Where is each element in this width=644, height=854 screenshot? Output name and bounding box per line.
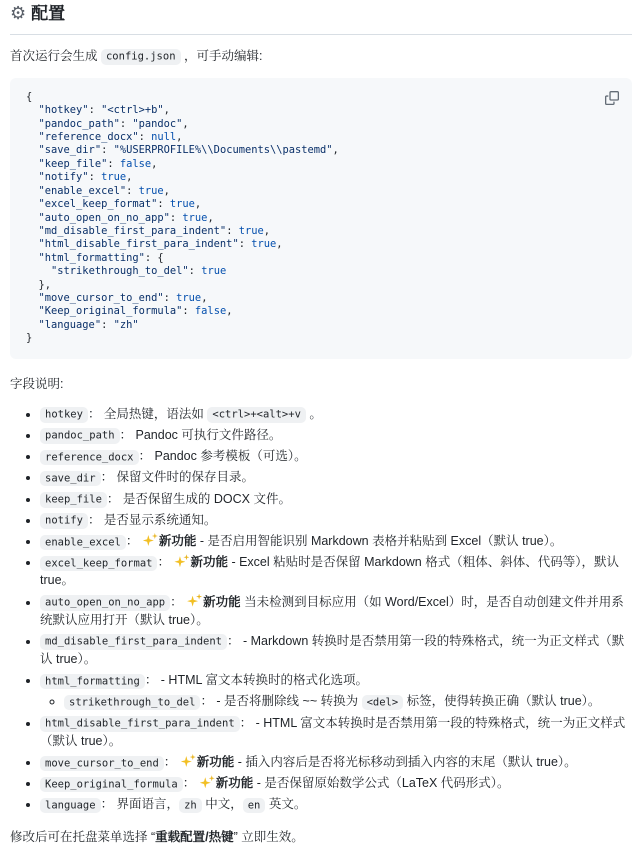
code-line: { bbox=[26, 90, 33, 103]
code-content bbox=[26, 91, 616, 346]
inline-code: language bbox=[40, 798, 101, 814]
inline-code: <del> bbox=[362, 695, 404, 711]
code-line: "enable_excel": true, bbox=[38, 184, 170, 197]
field-item: • html_formatting ： - HTML 富文本转换时的格式化选项。 ◦ strikethrough_to_del ： - 是否将删除线 ~~ 转换为 <del> 标签，使得转换正确（默认 true）。 bbox=[40, 671, 632, 710]
footer-text-before: 修改后可在托盘菜单选择 “ bbox=[10, 829, 156, 844]
field-item: • save_dir ： 保留文件时的保存目录。 bbox=[40, 468, 632, 486]
inline-code: Keep_original_formula bbox=[40, 777, 183, 793]
sparkles-icon bbox=[187, 595, 202, 607]
field-item: • auto_open_on_no_app ： 新功能 当未检测到目标应用（如 Word/Excel）时，是否自动创建文件并用系统默认应用打开（默认 true）。 bbox=[40, 593, 632, 629]
code-line: "language": "zh" bbox=[38, 318, 139, 331]
field-item: • excel_keep_format ： 新功能 - Excel 粘贴时是否保留 Markdown 格式（粗体、斜体、代码等），默认 true。 bbox=[40, 553, 632, 589]
inline-code: save_dir bbox=[40, 471, 101, 487]
inline-code: reference_docx bbox=[40, 450, 139, 466]
new-feature-label: 新功能 bbox=[190, 555, 228, 570]
code-line: "html_formatting": { bbox=[38, 251, 164, 264]
inline-code: zh bbox=[179, 798, 202, 814]
inline-code: move_cursor_to_end bbox=[40, 756, 164, 772]
field-sublist bbox=[40, 692, 632, 710]
field-item: • hotkey ： 全局热键，语法如 <ctrl>+<alt>+v 。 bbox=[40, 405, 632, 423]
field-subitem: ◦ strikethrough_to_del ： - 是否将删除线 ~~ 转换为 <del> 标签，使得转换正确（默认 true）。 bbox=[64, 692, 632, 710]
new-feature-label: 新功能 bbox=[196, 755, 235, 770]
field-item: • pandoc_path ： Pandoc 可执行文件路径。 bbox=[40, 426, 632, 444]
field-item: • Keep_original_formula ： 新功能 - 是否保留原始数学公式（LaTeX 代码形式）。 bbox=[40, 774, 632, 792]
sparkles-icon bbox=[200, 776, 215, 788]
field-item: • enable_excel ： 新功能 - 是否启用智能识别 Markdown 表格并粘贴到 Excel（默认 true）。 bbox=[40, 532, 632, 550]
code-line: "html_disable_first_para_indent": true, bbox=[38, 238, 283, 251]
sparkles-icon bbox=[143, 534, 158, 546]
field-item: • keep_file ： 是否保留生成的 DOCX 文件。 bbox=[40, 490, 632, 508]
field-item: • notify ： 是否显示系统通知。 bbox=[40, 511, 632, 529]
inline-code: html_disable_first_para_indent bbox=[40, 716, 240, 732]
copy-button[interactable] bbox=[599, 85, 625, 111]
section-heading-config bbox=[10, 2, 632, 35]
gear-icon bbox=[10, 5, 26, 23]
code-line: "excel_keep_format": true, bbox=[38, 198, 202, 211]
code-line: "save_dir": "%USERPROFILE%\\Documents\\pastemd", bbox=[38, 144, 339, 157]
code-block bbox=[10, 78, 632, 359]
field-item: • md_disable_first_para_indent ： - Markdown 转换时是否禁用第一段的特殊格式，统一为正文样式（默认 true）。 bbox=[40, 632, 632, 668]
code-line: }, bbox=[26, 278, 52, 291]
code-line: "keep_file": false, bbox=[38, 157, 158, 170]
inline-code: enable_excel bbox=[40, 535, 126, 551]
field-item: • reference_docx ： Pandoc 参考模板（可选）。 bbox=[40, 447, 632, 465]
inline-code: <ctrl>+<alt>+v bbox=[207, 407, 306, 423]
footer-text-after: ” 立即生效。 bbox=[233, 829, 304, 844]
code-line: } bbox=[26, 332, 33, 345]
code-line: "hotkey": "<ctrl>+b", bbox=[38, 104, 170, 117]
code-line: "pandoc_path": "pandoc", bbox=[38, 117, 189, 130]
inline-code: strikethrough_to_del bbox=[64, 695, 200, 711]
section-heading-text: 配置 bbox=[31, 4, 66, 23]
intro-paragraph bbox=[10, 47, 632, 65]
code-line: "notify": true, bbox=[38, 171, 133, 184]
inline-code: pandoc_path bbox=[40, 428, 120, 444]
code-line: "strikethrough_to_del": true bbox=[51, 265, 227, 278]
inline-code: en bbox=[243, 798, 266, 814]
fields-heading: 字段说明: bbox=[10, 376, 64, 391]
sparkles-icon bbox=[174, 555, 189, 567]
footer-bold-text: 重载配置/热键 bbox=[155, 829, 234, 844]
inline-code: html_formatting bbox=[40, 674, 145, 690]
inline-code: excel_keep_format bbox=[40, 556, 157, 572]
code-line: "auto_open_on_no_app": true, bbox=[38, 211, 214, 224]
inline-code: md_disable_first_para_indent bbox=[40, 634, 227, 650]
code-line: "move_cursor_to_end": true, bbox=[38, 291, 208, 304]
field-list bbox=[10, 405, 632, 814]
copy-icon bbox=[605, 91, 619, 105]
inline-code: config.json bbox=[101, 49, 181, 65]
new-feature-label: 新功能 bbox=[203, 594, 241, 609]
inline-code: keep_file bbox=[40, 492, 107, 508]
code-line: "md_disable_first_para_indent": true, bbox=[38, 224, 270, 237]
new-feature-label: 新功能 bbox=[158, 534, 197, 549]
footer-note bbox=[10, 828, 632, 846]
field-item: • move_cursor_to_end ： 新功能 - 插入内容后是否将光标移动到插入内容的末尾（默认 true）。 bbox=[40, 753, 632, 771]
field-item: • html_disable_first_para_indent ： - HTML 富文本转换时是否禁用第一段的特殊格式，统一为正文样式（默认 true）。 bbox=[40, 714, 632, 750]
code-line: "Keep_original_formula": false, bbox=[38, 305, 233, 318]
inline-code: notify bbox=[40, 513, 88, 529]
inline-code: hotkey bbox=[40, 407, 88, 423]
intro-text-after: ，可手动编辑: bbox=[180, 48, 263, 63]
code-line: "reference_docx": null, bbox=[38, 131, 183, 144]
field-item: • language ： 界面语言， zh 中文， en 英文。 bbox=[40, 795, 632, 813]
sparkles-icon bbox=[181, 755, 196, 767]
intro-text-before: 首次运行会生成 bbox=[10, 48, 101, 63]
new-feature-label: 新功能 bbox=[215, 776, 254, 791]
inline-code: auto_open_on_no_app bbox=[40, 595, 170, 611]
